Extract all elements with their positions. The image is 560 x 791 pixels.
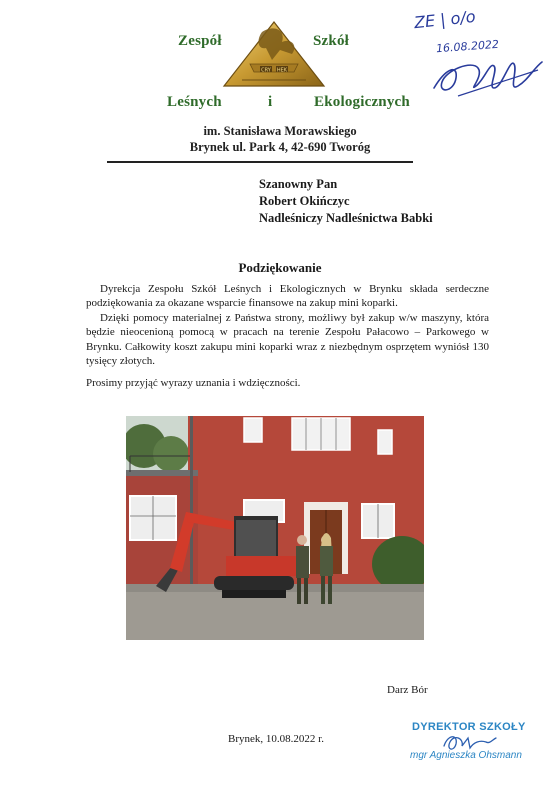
school-name-word-2: Szkół bbox=[313, 33, 350, 49]
closing-greeting: Darz Bór bbox=[387, 684, 428, 696]
logo-text-1: CRY bbox=[261, 67, 271, 74]
recipient-salutation: Szanowny Pan bbox=[259, 177, 338, 191]
school-logo bbox=[222, 20, 326, 90]
recipient-name: Robert Okińczyc bbox=[259, 194, 350, 208]
school-address: Brynek ul. Park 4, 42-690 Tworóg bbox=[189, 140, 371, 154]
handwritten-date: 16.08.2022 bbox=[435, 37, 500, 56]
letter-paragraph-1: Dyrekcja Zespołu Szkół Leśnych i Ekologicznych w Brynku składa serdeczne podziękowania za okazane wsparcie finansowe na zakup mini koparki. bbox=[86, 283, 489, 310]
school-name-word-4: i bbox=[268, 94, 273, 110]
letter-paragraph-2: Dzięki pomocy materialnej z Państwa strony, możliwy był zakup w/w maszyny, która będzie nieocenioną pomocą w pracach na terenie Zespołu Pałacowo – Parkowego w Brynku. Całkowity koszt zakupu mini koparki wraz z niezbędnym osprzętem wyniósł 130 tysięcy złotych. bbox=[86, 312, 489, 367]
school-name-word-5: Ekologicznych bbox=[314, 94, 410, 110]
school-name-word-3: Leśnych bbox=[167, 94, 222, 110]
school-building-photo bbox=[126, 416, 424, 640]
handwritten-reference: ZE | o/o bbox=[413, 6, 477, 33]
handwritten-signature-top bbox=[428, 48, 548, 102]
letter-paragraph-3: Prosimy przyjąć wyrazy uznania i wdzięczności. bbox=[86, 377, 301, 389]
stamp-name: mgr Agnieszka Ohsmann bbox=[410, 750, 522, 761]
place-and-date: Brynek, 10.08.2022 r. bbox=[228, 733, 324, 745]
school-patron: im. Stanisława Morawskiego bbox=[203, 124, 357, 138]
school-name-word-1: Zespół bbox=[178, 33, 222, 49]
letter-title: Podziękowanie bbox=[238, 260, 322, 275]
logo-text-2: HEK bbox=[276, 67, 288, 74]
stamp-title: DYREKTOR SZKOŁY bbox=[412, 721, 526, 733]
recipient-position: Nadleśniczy Nadleśnictwa Babki bbox=[259, 211, 433, 225]
header-divider bbox=[107, 161, 413, 163]
